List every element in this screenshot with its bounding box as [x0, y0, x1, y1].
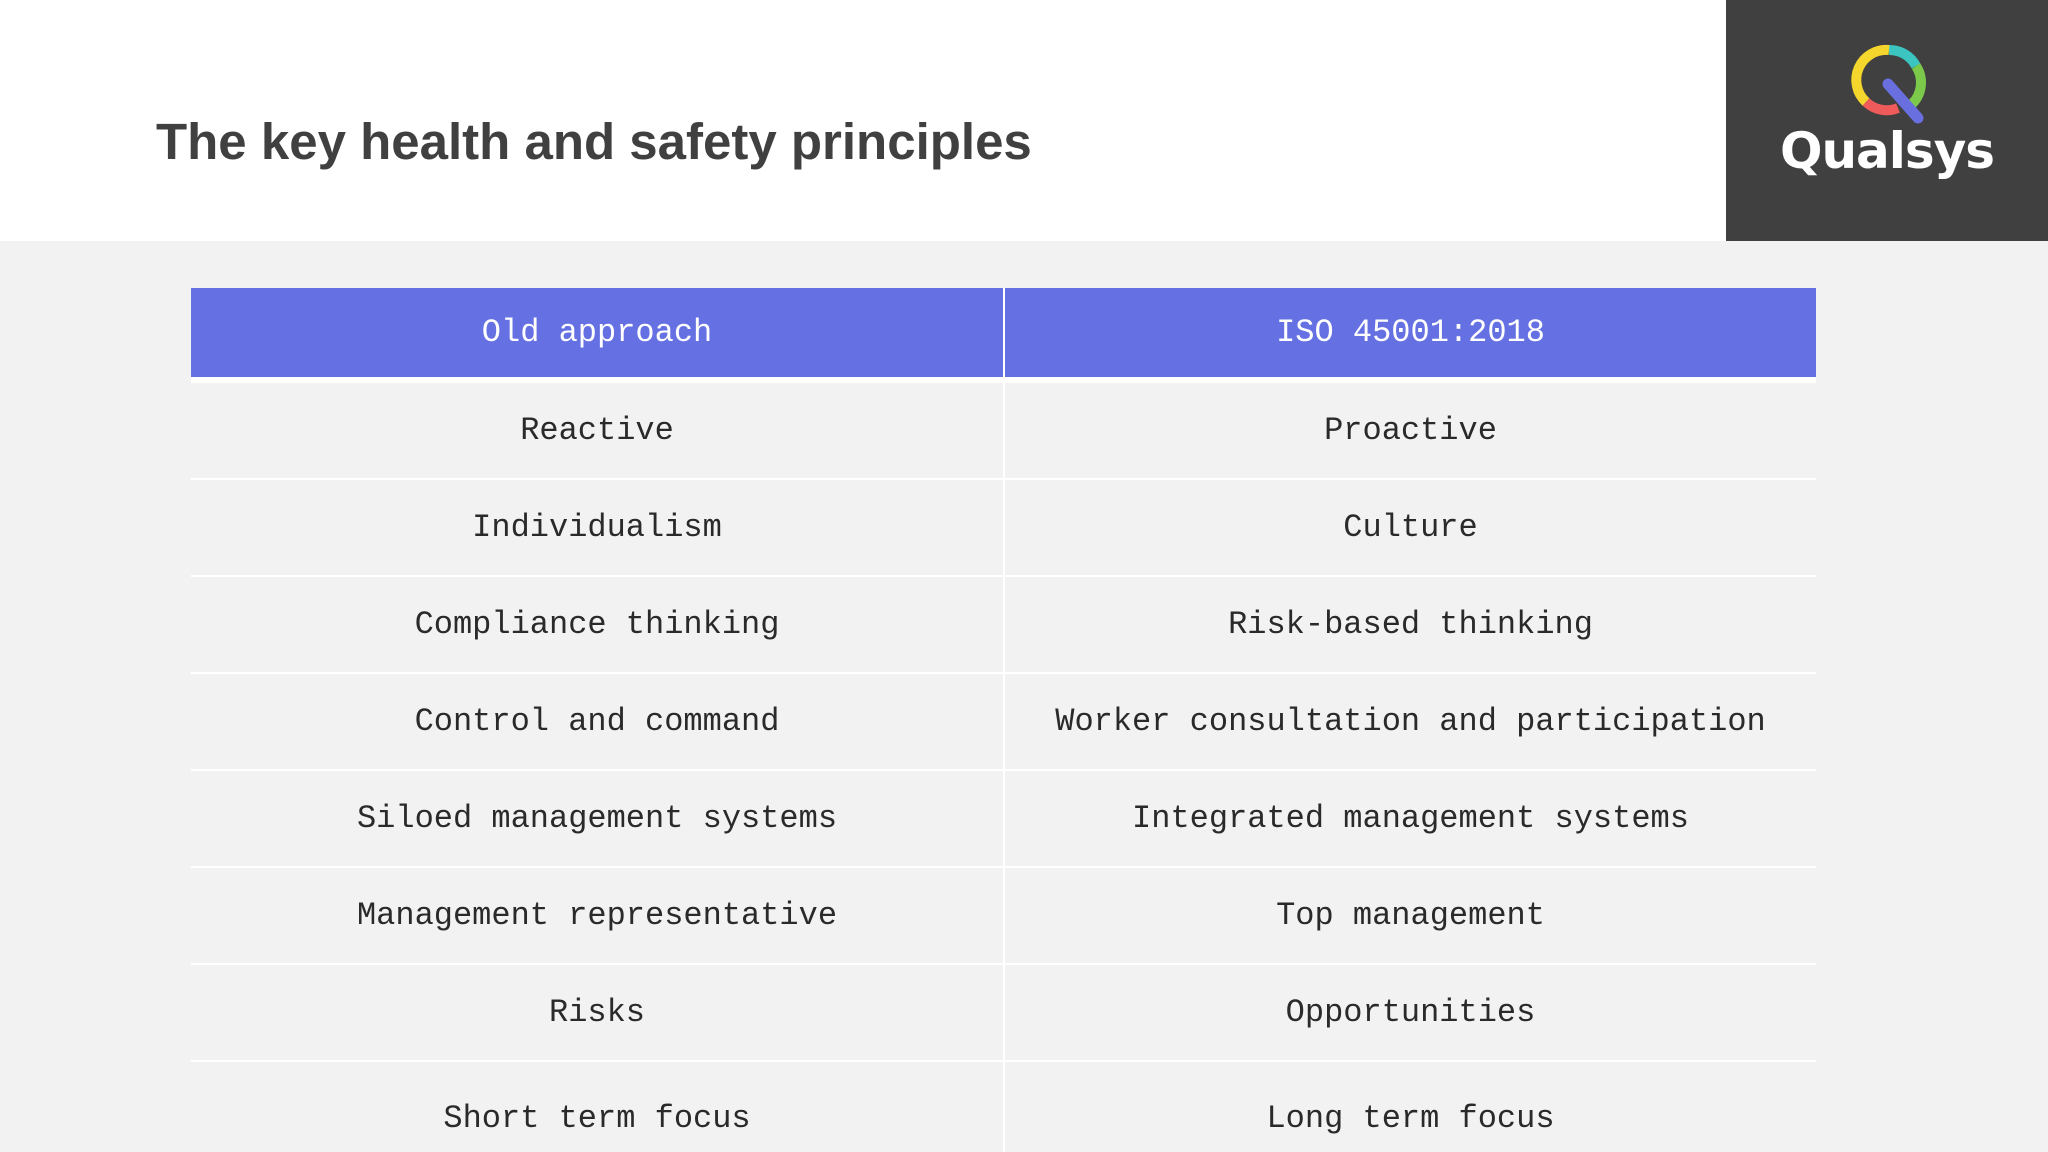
table-header-row: [191, 288, 1816, 383]
old-approach-cell: Compliance thinking: [191, 577, 1003, 672]
table-row: [191, 965, 1816, 1062]
iso-approach-cell: Worker consultation and participation: [1003, 674, 1816, 769]
table-row: [191, 674, 1816, 771]
iso-approach-cell: Top management: [1003, 868, 1816, 963]
old-approach-cell: Individualism: [191, 480, 1003, 575]
header-old-approach: Old approach: [191, 288, 1003, 377]
iso-approach-cell: Risk-based thinking: [1003, 577, 1816, 672]
iso-approach-cell: Proactive: [1003, 383, 1816, 478]
old-approach-cell: Reactive: [191, 383, 1003, 478]
table-row: [191, 577, 1816, 674]
iso-approach-cell: Opportunities: [1003, 965, 1816, 1060]
table-row: [191, 868, 1816, 965]
table-row: [191, 771, 1816, 868]
table-row: [191, 383, 1816, 480]
qualsys-q-logo-icon: [1844, 38, 1934, 128]
slide-title: The key health and safety principles: [156, 113, 1032, 170]
header-iso-45001: ISO 45001:2018: [1003, 288, 1816, 377]
logo-panel: [1726, 0, 2048, 241]
iso-approach-cell: Culture: [1003, 480, 1816, 575]
table-row: [191, 1062, 1816, 1152]
comparison-table: [191, 288, 1816, 1152]
old-approach-cell: Short term focus: [191, 1062, 1003, 1152]
qualsys-wordmark: Qualsys: [1779, 122, 1995, 180]
old-approach-cell: Siloed management systems: [191, 771, 1003, 866]
iso-approach-cell: Long term focus: [1003, 1062, 1816, 1152]
iso-approach-cell: Integrated management systems: [1003, 771, 1816, 866]
old-approach-cell: Control and command: [191, 674, 1003, 769]
old-approach-cell: Risks: [191, 965, 1003, 1060]
table-row: [191, 480, 1816, 577]
old-approach-cell: Management representative: [191, 868, 1003, 963]
